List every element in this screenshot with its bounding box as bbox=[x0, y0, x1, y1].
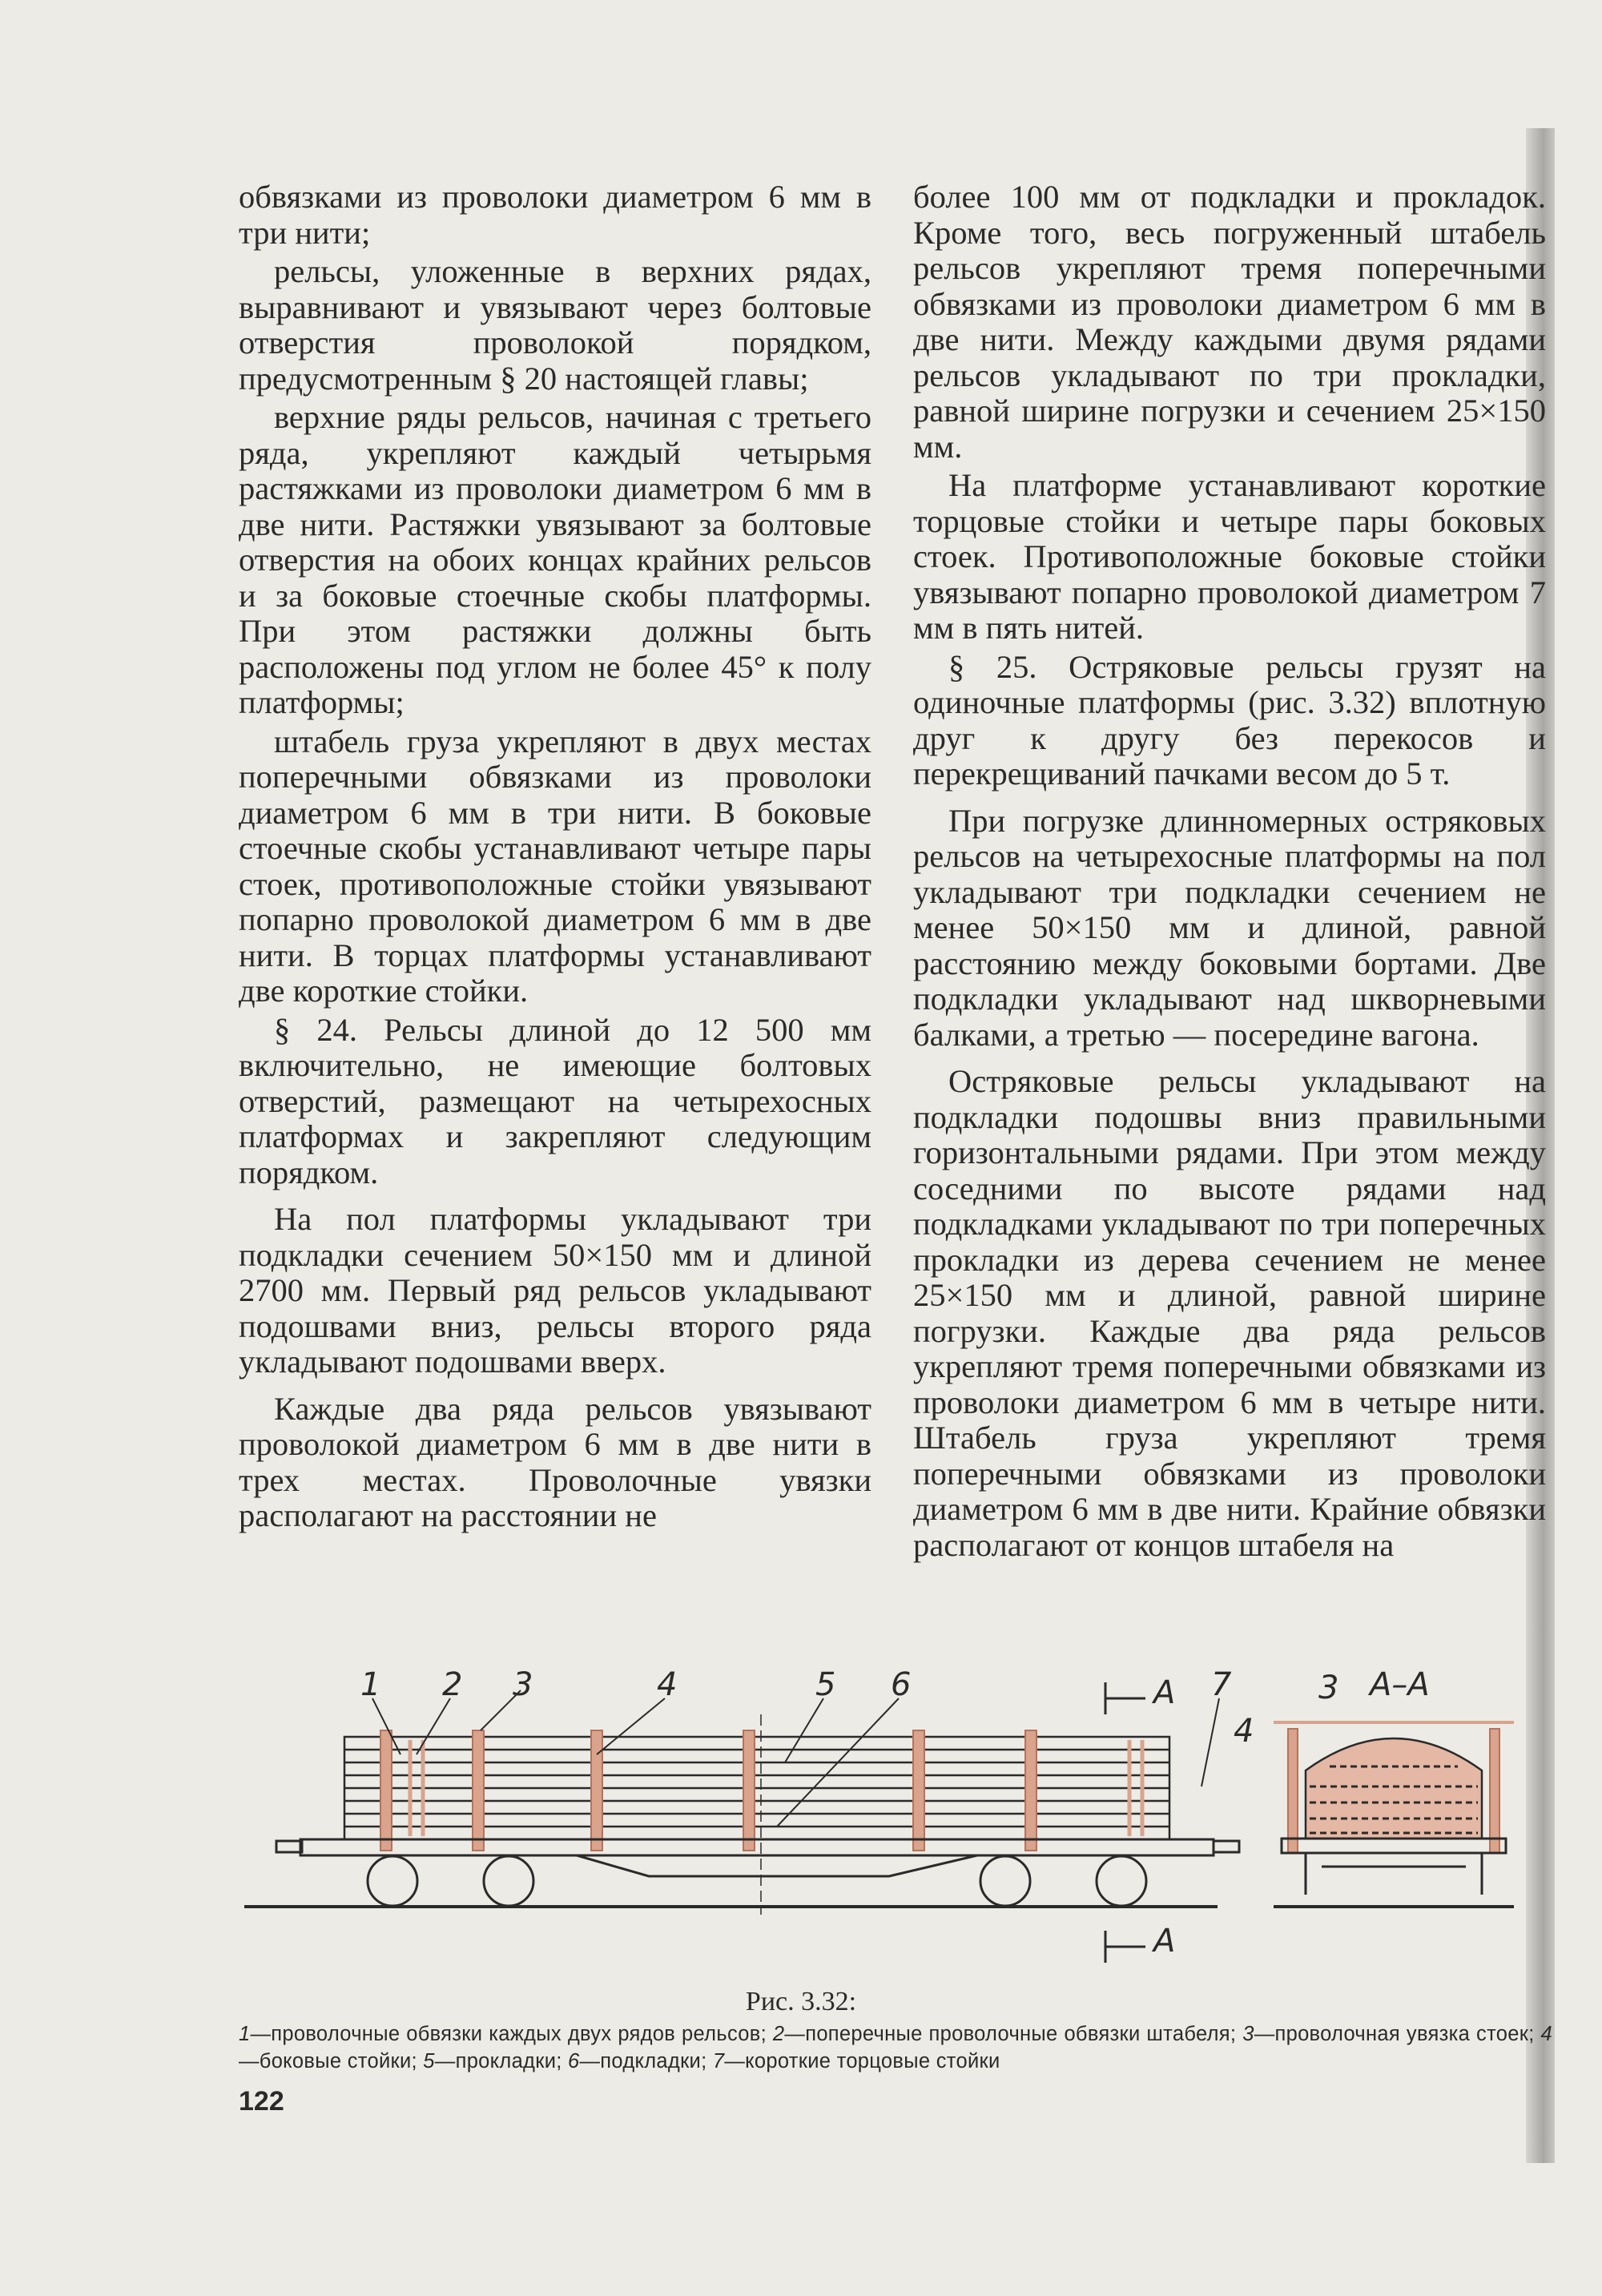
page-number: 122 bbox=[239, 2086, 284, 2117]
figure-label: 4 bbox=[657, 1666, 678, 1703]
figure-label: 7 bbox=[1211, 1666, 1232, 1703]
paragraph: Каждые два ряда рельсов увязывают проволокой диаметром 6 мм в две нити в трех местах. Проволочные увязки располагают на расстоянии не bbox=[239, 1390, 871, 1533]
paragraph: На пол платформы укладывают три подкладки сечением 50×150 мм и длиной 2700 мм. Первый ряд рельсов укладывают подошвами вниз, рельсы второго ряда укладывают подошвами вверх. bbox=[239, 1201, 871, 1380]
couplers bbox=[276, 1841, 1239, 1852]
wagon-drawing bbox=[232, 1666, 1554, 1987]
section-marks bbox=[1105, 1682, 1145, 1963]
caption-item: —боковые стойки; bbox=[239, 2050, 424, 2072]
figure-caption-title: Рис. 3.32: bbox=[745, 1987, 857, 2016]
wheels bbox=[368, 1856, 1146, 1906]
figure-label: 3 bbox=[513, 1666, 533, 1703]
section-title: А–А bbox=[1370, 1666, 1430, 1703]
caption-item: —короткие торцовые стойки bbox=[724, 2050, 1000, 2072]
paragraph: При погрузке длинномерных остряковых рельсов на четырехосные платформы на пол укладывают три подкладки сечением не менее 50×150 мм и длиной, равной расстоянию между боковыми бортами. Две подкладки укладывают над шкворневыми балками, а третью — посередине вагона. bbox=[913, 802, 1546, 1053]
caption-item: —проволочная увязка стоек; bbox=[1254, 2023, 1541, 2045]
caption-num: 5 bbox=[423, 2050, 435, 2072]
caption-item: —прокладки; bbox=[434, 2050, 569, 2072]
paragraph: штабель груза укрепляют в двух местах поперечными обвязками из проволоки диаметром 6 мм в три нити. В боковые стоечные скобы устанавливают четыре пары стоек, противоположные стойки увязывают попарно проволокой диаметром 6 мм в две нити. В торцах платформы устанавливают две короткие стойки. bbox=[239, 723, 871, 1009]
figure-label: 4 bbox=[1234, 1713, 1254, 1750]
caption-num: 6 bbox=[568, 2050, 580, 2072]
paragraph: На платформе устанавливают короткие торцовые стойки и четыре пары боковых стоек. Противоположные боковые стойки увязывают попарно проволокой диаметром 7 мм в пять нитей. bbox=[913, 467, 1546, 646]
paragraph: Остряковые рельсы укладывают на подкладки подошвы вниз правильными горизонтальными рядами. При этом между соседними по высоте рядами над подкладками укладывают по три поперечных прокладки из дерева сечением не менее 25×150 мм и длиной, равной ширине погрузки. Каждые два ряда рельсов укрепляют тремя поперечными обвязками из проволоки диаметром 6 мм в четыре нити. Штабель груза укрепляют тремя поперечными обвязками из проволоки диаметром 6 мм в две нити. Крайние обвязки располагают от концов штабеля на bbox=[913, 1063, 1546, 1563]
figure-label: 1 bbox=[360, 1666, 381, 1703]
platform-deck bbox=[300, 1839, 1214, 1855]
figure-caption bbox=[239, 2020, 1552, 2075]
figure-label: 3 bbox=[1318, 1670, 1339, 1706]
section-mark-top: A bbox=[1153, 1674, 1176, 1711]
side-stakes bbox=[380, 1730, 1036, 1851]
figure-label: 6 bbox=[891, 1666, 912, 1703]
rail-stack bbox=[344, 1737, 1169, 1839]
figure-label: 5 bbox=[815, 1666, 836, 1703]
caption-num: 7 bbox=[712, 2050, 725, 2072]
caption-item: —поперечные проволочные обвязки штабеля; bbox=[784, 2023, 1243, 2045]
caption-num: 4 bbox=[1540, 2023, 1552, 2045]
cross-section bbox=[1274, 1722, 1514, 1907]
figure-label: 2 bbox=[442, 1666, 463, 1703]
caption-num: 2 bbox=[772, 2023, 785, 2045]
paragraph: § 24. Рельсы длиной до 12 500 мм включительно, не имеющие болтовых отверстий, размещают на четырехосных платформах и закрепляют следующим порядком. bbox=[239, 1011, 871, 1190]
text-column-right bbox=[913, 179, 1546, 1563]
paragraph: рельсы, уложенные в верхних рядах, выравнивают и увязывают через болтовые отверстия проволокой порядком, предусмотренным § 20 настоящей главы; bbox=[239, 253, 871, 397]
caption-num: 1 bbox=[239, 2023, 251, 2045]
paragraph: обвязками из проволоки диаметром 6 мм в три нити; bbox=[239, 179, 871, 251]
caption-item: —подкладки; bbox=[579, 2050, 713, 2072]
paragraph: более 100 мм от подкладки и прокладок. Кроме того, весь погруженный штабель рельсов укрепляют тремя поперечными обвязками из проволоки диаметром 6 мм в две нити. Между каждыми двумя рядами рельсов укладывают по три прокладки, равной ширине погрузки и сечением 25×150 мм. bbox=[913, 179, 1546, 465]
paragraph: верхние ряды рельсов, начиная с третьего ряда, укрепляют каждый четырьмя растяжками из проволоки диаметром 6 мм в две нити. Растяжки увязывают за болтовые отверстия на обоих концах крайних рельсов и за боковые стоечные скобы платформы. При этом растяжки должны быть расположены под углом не более 45° к полу платформы; bbox=[239, 399, 871, 720]
paragraph: § 25. Остряковые рельсы грузят на одиночные платформы (рис. 3.32) вплотную друг к другу без перекосов и перекрещиваний пачками весом до 5 т. bbox=[913, 648, 1546, 792]
caption-item: —проволочные обвязки каждых двух рядов рельсов; bbox=[250, 2023, 773, 2045]
leader-lines bbox=[372, 1690, 1219, 1827]
section-mark-bottom: A bbox=[1153, 1923, 1176, 1960]
caption-num: 3 bbox=[1242, 2023, 1254, 2045]
figure-rail-loading bbox=[232, 1666, 1554, 1987]
text-column-left bbox=[239, 179, 871, 1534]
